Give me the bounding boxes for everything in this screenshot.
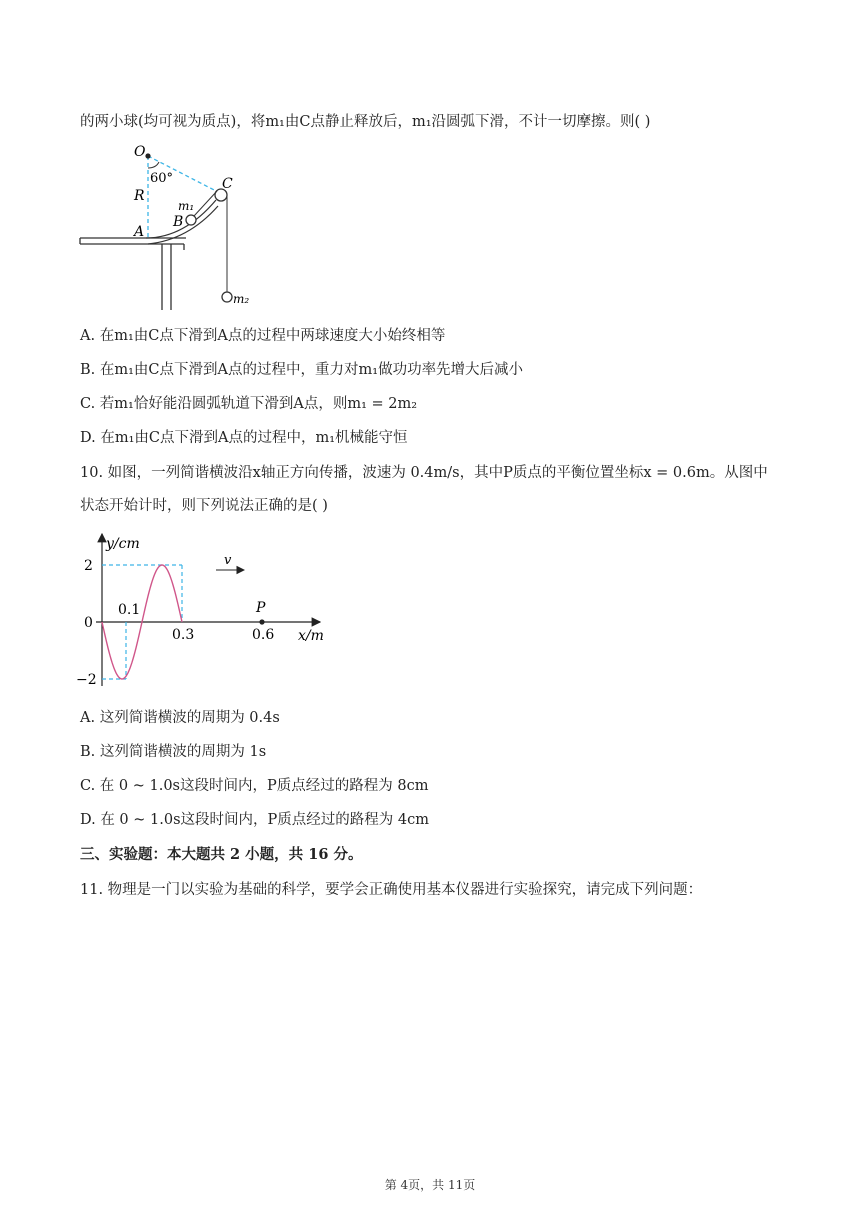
q9-option-c: C. 若m₁恰好能沿圆弧轨道下滑到A点，则m₁ = 2m₂ [80,396,418,412]
q10-option-c: C. 在 0 ~ 1.0s这段时间内，P质点经过的路程为 8cm [80,778,429,794]
x-tick-0.1: 0.1 [118,602,141,618]
label-c: C [222,176,233,192]
x-tick-0.3: 0.3 [172,627,195,643]
q9-stem-tail: 的两小球(均可视为质点)，将m₁由C点静止释放后，m₁沿圆弧下滑，不计一切摩擦。则( ) [80,114,651,130]
label-m2: m₂ [233,292,250,306]
q10-option-a: A. 这列简谐横波的周期为 0.4s [80,710,280,726]
label-r: R [134,188,145,204]
label-m1: m₁ [178,199,195,213]
label-b: B [173,214,184,230]
y-axis-label: y/cm [106,536,140,552]
q9-option-a: A. 在m₁由C点下滑到A点的过程中两球速度大小始终相等 [80,328,446,344]
q11-stem: 11. 物理是一门以实验为基础的科学，要学会正确使用基本仪器进行实验探究，请完成下列问题： [80,882,703,898]
y-tick-2: 2 [84,558,93,574]
x-axis-label: x/m [298,628,324,644]
q10-option-b: B. 这列简谐横波的周期为 1s [80,744,267,760]
velocity-label: v [224,553,232,568]
label-angle: 60° [150,171,174,186]
x-tick-0.6: 0.6 [252,627,275,643]
q10-option-d: D. 在 0 ~ 1.0s这段时间内，P质点经过的路程为 4cm [80,812,429,828]
q9-option-b: B. 在m₁由C点下滑到A点的过程中，重力对m₁做功功率先增大后减小 [80,362,524,378]
label-a: A [134,224,145,240]
q10-stem-line2: 状态开始计时，则下列说法正确的是( ) [80,498,328,514]
y-tick-0: 0 [84,615,93,631]
y-tick-neg2: −2 [76,672,97,688]
point-p-label: P [256,600,266,616]
section-3-heading: 三、实验题：本大题共 2 小题，共 16 分。 [80,846,363,863]
q9-figure [76,140,276,315]
page-footer: 第 4页，共 11页 [384,1178,476,1192]
q10-stem-line1: 10. 如图，一列简谐横波沿x轴正方向传播，波速为 0.4m/s，其中P质点的平衡位置坐标x = 0.6m。从图中 [80,465,768,481]
label-o: O [134,144,146,160]
q10-wave-figure [76,528,336,696]
q9-option-d: D. 在m₁由C点下滑到A点的过程中，m₁机械能守恒 [80,430,408,446]
